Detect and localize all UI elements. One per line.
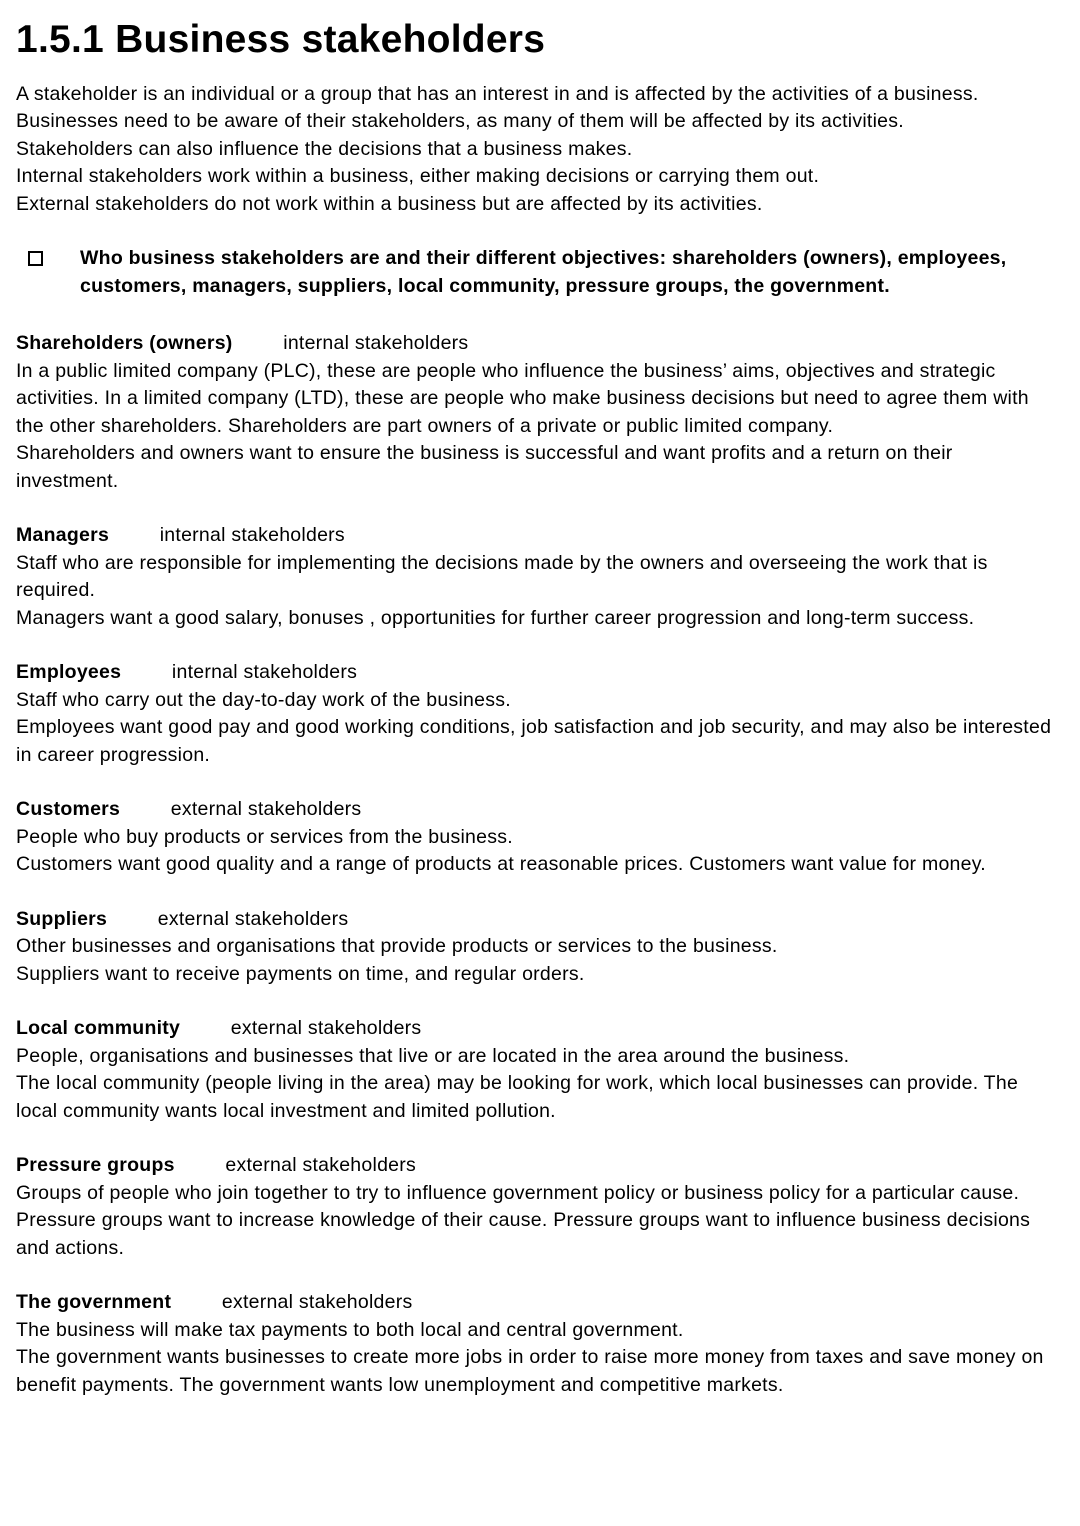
stakeholder-type-label: external stakeholders xyxy=(157,907,349,930)
checkbox-bullet-icon xyxy=(28,251,43,266)
section-pressure-groups xyxy=(16,1152,1052,1262)
section-paragraph: Customers want good quality and a range of products at reasonable prices. Customers want value for money. xyxy=(16,853,986,875)
section-paragraph: Staff who carry out the day-to-day work of the business. xyxy=(16,688,511,711)
section-paragraph: The local community (people living in the area) may be looking for work, which local businesses can provide. The local community wants local investment and limited pollution. xyxy=(16,1072,1019,1122)
objective-bullet xyxy=(16,245,1052,300)
section-heading: Local community xyxy=(16,1017,181,1039)
section-heading-row xyxy=(16,796,1052,824)
section-paragraph: Employees want good pay and good working conditions, job satisfaction and job security, and may also be interested in career progression. xyxy=(16,716,1052,766)
stakeholder-type-label: internal stakeholders xyxy=(283,332,469,354)
section-paragraph: In a public limited company (PLC), these are people who influence the business’ aims, objectives and strategic activities. In a limited company (LTD), these are people who make business decisions but need to agree them with the other shareholders. Shareholders are part owners of a private or public limited company. xyxy=(16,359,1029,437)
section-heading: Suppliers xyxy=(16,907,108,930)
section-paragraph: Managers want a good salary, bonuses , opportunities for further career progression and long-term success. xyxy=(16,606,975,629)
section-paragraph: Groups of people who join together to try to influence government policy or business policy for a particular cause. xyxy=(16,1181,1020,1204)
page-title: 1.5.1 Business stakeholders xyxy=(16,18,546,61)
section-paragraph: Staff who are responsible for implementing the decisions made by the owners and overseeing the work that is required. xyxy=(16,551,988,601)
section-customers xyxy=(16,796,1052,879)
intro-line: Internal stakeholders work within a business, either making decisions or carrying them out. xyxy=(16,165,820,187)
section-heading-row xyxy=(16,1289,1052,1317)
section-paragraph: Pressure groups want to increase knowledge of their cause. Pressure groups want to influence business decisions and actions. xyxy=(16,1209,1031,1259)
section-paragraph: Suppliers want to receive payments on time, and regular orders. xyxy=(16,962,585,985)
section-paragraph: Shareholders and owners want to ensure the business is successful and want profits and a return on their investment. xyxy=(16,442,953,492)
section-local-community xyxy=(16,1015,1052,1125)
objective-text: Who business stakeholders are and their different objectives: shareholders (owners), employees, customers, managers, suppliers, local community, pressure groups, the government. xyxy=(80,247,1007,297)
section-heading: Shareholders (owners) xyxy=(16,332,233,354)
intro-line: Businesses need to be aware of their stakeholders, as many of them will be affected by its activities. xyxy=(16,110,904,132)
section-shareholders xyxy=(16,330,1052,495)
stakeholder-type-label: internal stakeholders xyxy=(159,524,345,546)
intro-line: External stakeholders do not work within a business but are affected by its activities. xyxy=(16,192,763,215)
stakeholder-type-label: internal stakeholders xyxy=(171,661,358,683)
section-heading: The government xyxy=(16,1291,172,1313)
section-heading-row xyxy=(16,659,1052,687)
intro-line: A stakeholder is an individual or a group that has an interest in and is affected by the activities of a business. xyxy=(16,82,979,105)
intro-paragraphs xyxy=(16,81,1052,219)
section-heading-row xyxy=(16,1015,1052,1043)
section-heading: Customers xyxy=(16,798,121,820)
stakeholder-type-label: external stakeholders xyxy=(230,1017,422,1039)
section-heading-row xyxy=(16,522,1052,550)
section-heading-row xyxy=(16,906,1052,934)
section-paragraph: Other businesses and organisations that provide products or services to the business. xyxy=(16,935,778,957)
section-paragraph: People who buy products or services from the business. xyxy=(16,825,513,848)
section-heading: Pressure groups xyxy=(16,1154,175,1176)
section-government xyxy=(16,1289,1052,1399)
section-employees xyxy=(16,659,1052,769)
section-paragraph: The business will make tax payments to both local and central government. xyxy=(16,1318,684,1341)
section-paragraph: The government wants businesses to create more jobs in order to raise more money from taxes and save money on benefit payments. The government wants low unemployment and competitive markets. xyxy=(16,1346,1044,1396)
section-heading: Managers xyxy=(16,524,110,546)
section-heading-row xyxy=(16,1152,1052,1180)
intro-line: Stakeholders can also influence the decisions that a business makes. xyxy=(16,137,633,160)
stakeholder-type-label: external stakeholders xyxy=(225,1154,417,1176)
section-managers xyxy=(16,522,1052,632)
section-heading: Employees xyxy=(16,661,122,683)
stakeholder-type-label: external stakeholders xyxy=(221,1291,413,1313)
section-suppliers xyxy=(16,906,1052,989)
stakeholder-type-label: external stakeholders xyxy=(170,798,362,820)
section-heading-row xyxy=(16,330,1052,358)
section-paragraph: People, organisations and businesses that live or are located in the area around the business. xyxy=(16,1044,850,1067)
